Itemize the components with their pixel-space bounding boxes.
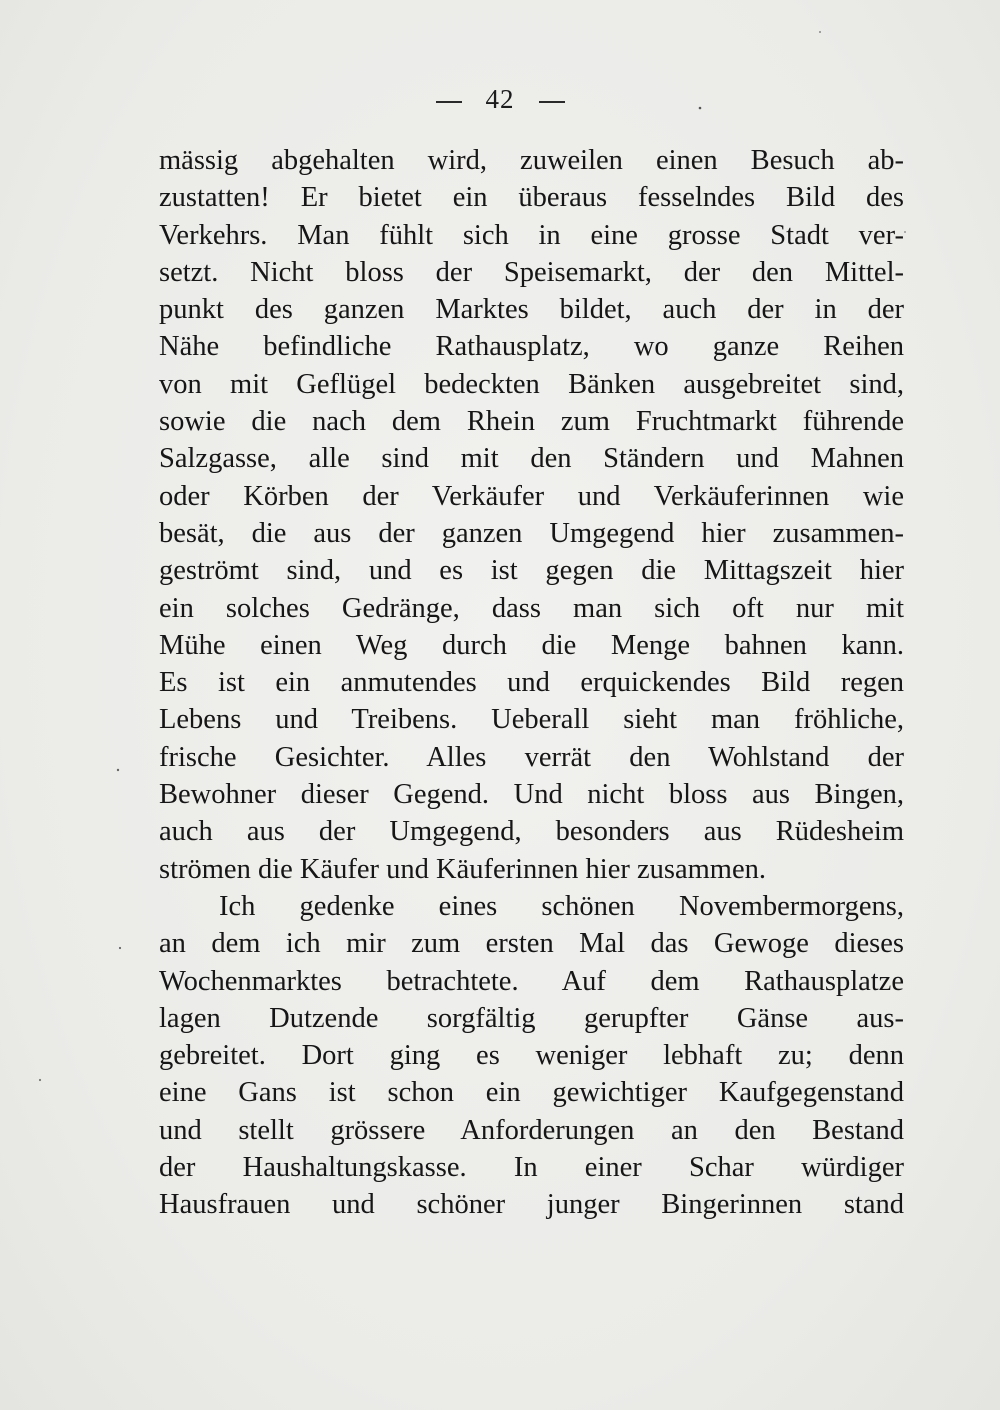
text-line: zustatten! Er bietet ein überaus fesselndes Bild des [159,182,904,214]
text-line: Hausfrauen und schöner junger Bingerinnen stand [159,1189,904,1221]
text-line: Wochenmarktes betrachtete. Auf dem Rathausplatze [159,965,904,997]
text-line: setzt. Nicht bloss der Speisemarkt, der den Mittel- [159,256,904,288]
text-line: lagen Dutzende sorgfältig gerupfter Gänse aus- [159,1002,904,1034]
text-line: ein solches Gedränge, dass man sich oft nur mit [159,592,904,624]
page-number-dash-left [436,101,462,103]
text-line: Mühe einen Weg durch die Menge bahnen kann. [159,629,904,661]
text-line: gebreitet. Dort ging es weniger lebhaft zu; denn [159,1040,904,1072]
text-line: Lebens und Treibens. Ueberall sieht man fröhliche, [159,704,904,736]
text-line: Nähe befindliche Rathausplatz, wo ganze Reihen [159,331,904,363]
page-number: 42 [485,84,515,114]
page-number-dash-right [539,101,565,103]
text-line: Es ist ein anmutendes und erquickendes Bild regen [159,667,904,699]
text-line: Bewohner dieser Gegend. Und nicht bloss aus Bingen, [159,779,904,811]
text-line: eine Gans ist schon ein gewichtiger Kaufgegenstand [159,1077,904,1109]
page-number-header [0,84,1000,115]
text-line: frische Gesichter. Alles verrät den Wohlstand der [159,741,904,773]
text-line: mässig abgehalten wird, zuweilen einen Besuch ab- [159,145,904,176]
text-line-paragraph-start: Ich gedenke eines schönen Novembermorgens, [219,890,904,922]
text-line: Verkehrs. Man fühlt sich in eine grosse Stadt ver- [159,219,904,251]
text-line: sowie die nach dem Rhein zum Fruchtmarkt führende [159,406,904,438]
text-line: oder Körben der Verkäufer und Verkäuferinnen wie [159,480,904,512]
text-line: punkt des ganzen Marktes bildet, auch der in der [159,294,904,326]
body-text [159,142,904,1224]
text-line-paragraph-end: strömen die Käufer und Käuferinnen hier zusammen. [159,853,766,885]
text-line: besät, die aus der ganzen Umgegend hier zusammen- [159,517,904,549]
text-line: Salzgasse, alle sind mit den Ständern und Mahnen [159,443,904,475]
text-line: von mit Geflügel bedeckten Bänken ausgebreitet sind, [159,368,904,400]
text-line: und stellt grössere Anforderungen an den Bestand [159,1114,904,1146]
text-line: auch aus der Umgegend, besonders aus Rüdesheim [159,816,904,848]
text-line: geströmt sind, und es ist gegen die Mittagszeit hier [159,555,904,587]
text-line: an dem ich mir zum ersten Mal das Gewoge dieses [159,928,904,960]
text-line: der Haushaltungskasse. In einer Schar würdiger [159,1152,904,1184]
